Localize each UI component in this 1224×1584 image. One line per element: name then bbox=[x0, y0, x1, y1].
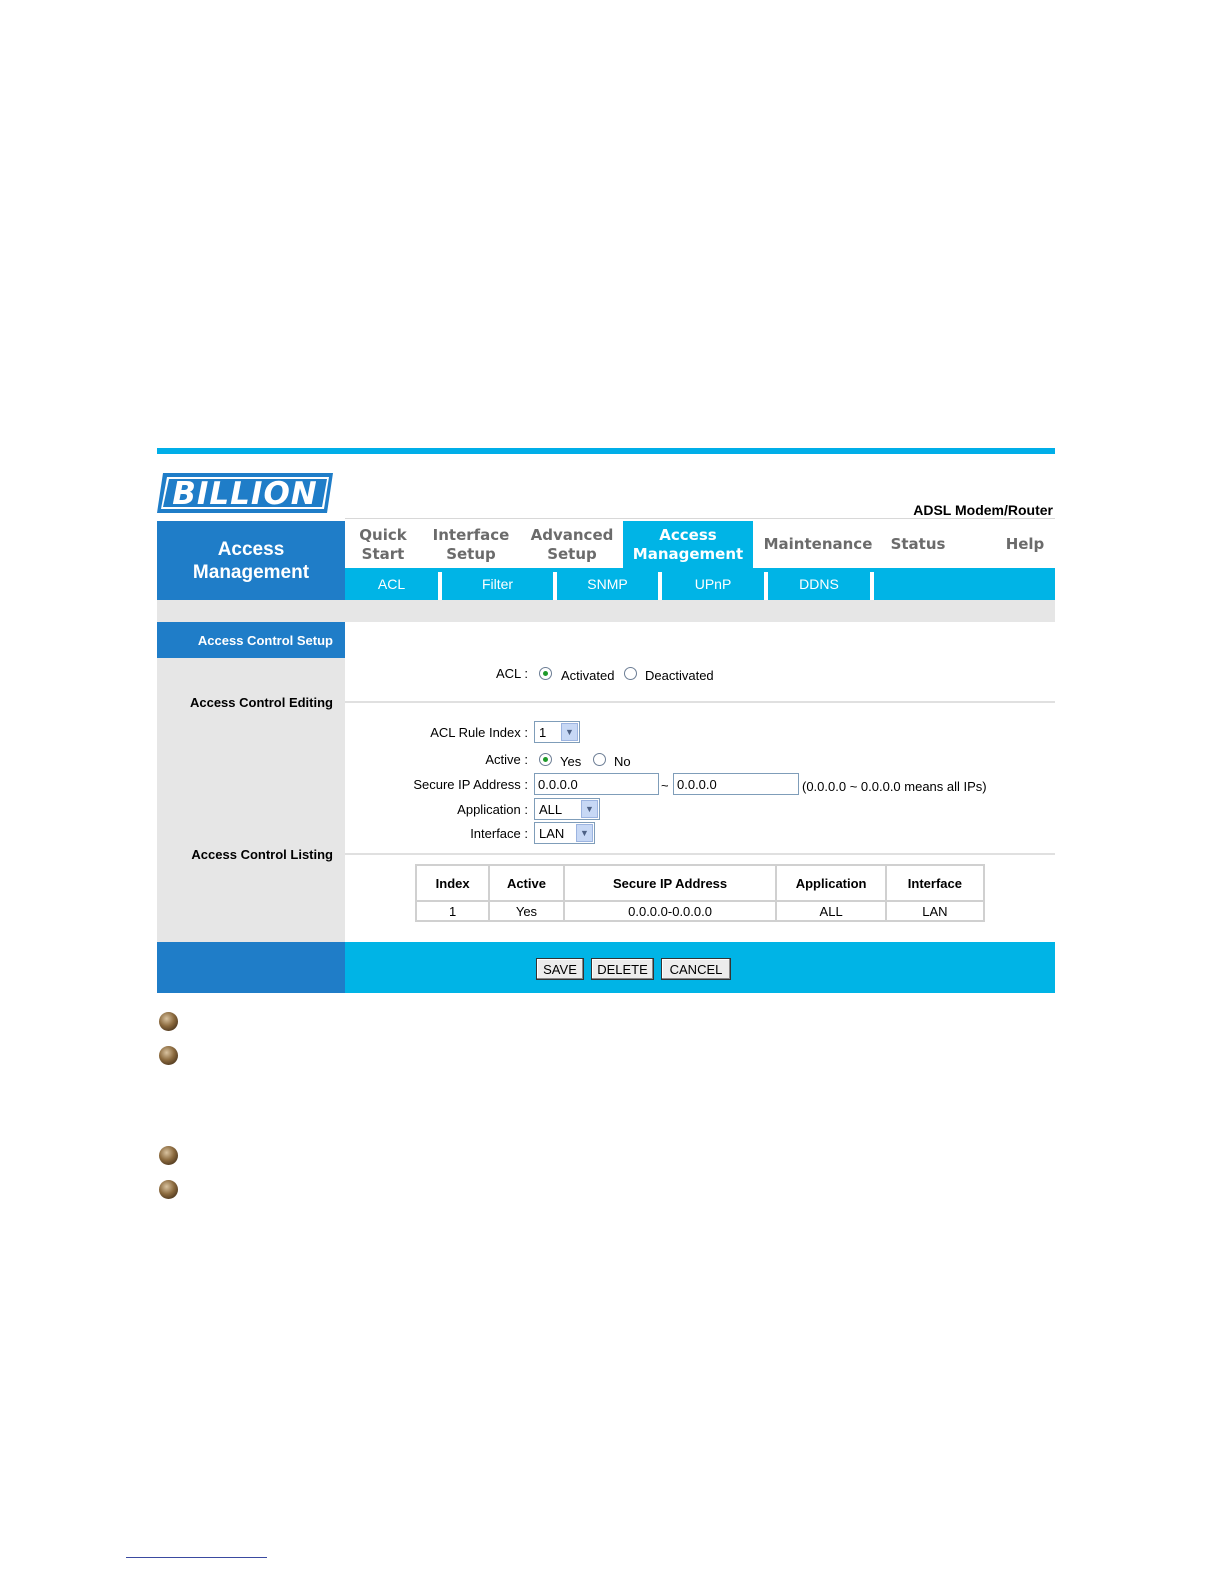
nav-label: Status bbox=[890, 535, 946, 553]
ip-range-tilde: ~ bbox=[661, 778, 669, 793]
nav-access-management[interactable] bbox=[623, 521, 753, 568]
nav-label: Access bbox=[659, 525, 717, 544]
select-value: 1 bbox=[539, 725, 547, 740]
nav-label: Interface bbox=[432, 525, 510, 544]
left-label-column bbox=[157, 622, 345, 942]
application-select[interactable] bbox=[534, 798, 600, 820]
footer-left bbox=[157, 942, 345, 993]
column-header: Interface bbox=[886, 865, 984, 901]
bullet-icon bbox=[159, 1046, 178, 1065]
column-header: Secure IP Address bbox=[564, 865, 777, 901]
cancel-button[interactable]: CANCEL bbox=[661, 958, 731, 980]
subnav-upnp[interactable]: UPnP bbox=[694, 576, 732, 592]
access-control-listing-label: Access Control Listing bbox=[191, 847, 333, 862]
nav-quick-start[interactable] bbox=[345, 521, 421, 568]
main-nav bbox=[345, 521, 1055, 568]
subnav-ddns[interactable]: DDNS bbox=[799, 576, 839, 592]
subnav-acl[interactable]: ACL bbox=[377, 576, 406, 592]
secure-ip-label: Secure IP Address : bbox=[413, 777, 528, 792]
acl-label: ACL : bbox=[495, 666, 528, 681]
subnav-filter[interactable]: Filter bbox=[481, 576, 514, 592]
table-cell: Yes bbox=[489, 901, 563, 921]
active-yes-radio[interactable] bbox=[539, 753, 552, 766]
nav-label: Advanced bbox=[530, 525, 614, 544]
footnote-rule bbox=[126, 1557, 267, 1558]
application-label: Application : bbox=[457, 802, 528, 817]
nav-label: Start bbox=[361, 544, 405, 563]
table-cell: 1 bbox=[416, 901, 489, 921]
section-title-line2: Management bbox=[192, 561, 310, 583]
acl-rule-index-label: ACL Rule Index : bbox=[430, 725, 528, 740]
nav-label: Setup bbox=[547, 544, 597, 563]
section-title-line1: Access bbox=[217, 538, 285, 560]
nav-label: Maintenance bbox=[763, 535, 873, 553]
nav-label: Setup bbox=[446, 544, 496, 563]
nav-label: Help bbox=[1005, 535, 1045, 553]
section-divider bbox=[345, 701, 1055, 703]
table-row bbox=[416, 901, 984, 921]
interface-select[interactable] bbox=[534, 822, 595, 844]
gray-band bbox=[157, 600, 1055, 622]
header-divider bbox=[345, 518, 1055, 519]
column-header: Application bbox=[776, 865, 885, 901]
select-value: LAN bbox=[539, 826, 565, 841]
select-value: ALL bbox=[539, 802, 563, 817]
router-config-panel bbox=[157, 448, 1055, 993]
bullet-icon bbox=[159, 1146, 178, 1165]
interface-label: Interface : bbox=[470, 826, 528, 841]
footer-actions bbox=[345, 942, 1055, 993]
table-header-row bbox=[416, 865, 984, 901]
acl-deactivated-label: Deactivated bbox=[645, 668, 714, 683]
active-no-radio[interactable] bbox=[593, 753, 606, 766]
active-yes-label: Yes bbox=[560, 754, 582, 769]
chevron-down-icon: ▼ bbox=[561, 723, 578, 741]
acl-deactivated-radio[interactable] bbox=[624, 667, 637, 680]
top-accent-line bbox=[157, 448, 1055, 454]
access-control-setup-label: Access Control Setup bbox=[157, 622, 345, 658]
bullet-icon bbox=[159, 1180, 178, 1199]
active-no-label: No bbox=[614, 754, 631, 769]
nav-maintenance[interactable] bbox=[753, 521, 883, 568]
logo-text: BILLION bbox=[172, 476, 318, 512]
table-cell: ALL bbox=[776, 901, 885, 921]
section-title-panel bbox=[157, 521, 345, 600]
table-cell: LAN bbox=[886, 901, 984, 921]
nav-help[interactable] bbox=[985, 521, 1065, 568]
column-header: Index bbox=[416, 865, 489, 901]
subnav-snmp[interactable]: SNMP bbox=[587, 576, 628, 592]
chevron-down-icon: ▼ bbox=[576, 824, 593, 842]
access-control-editing-label: Access Control Editing bbox=[189, 695, 333, 710]
save-button[interactable]: SAVE bbox=[536, 958, 584, 980]
billion-logo bbox=[157, 472, 333, 514]
section-divider bbox=[345, 853, 1055, 855]
nav-status[interactable] bbox=[883, 521, 953, 568]
acl-activated-radio[interactable] bbox=[539, 667, 552, 680]
secure-ip-hint: (0.0.0.0 ~ 0.0.0.0 means all IPs) bbox=[802, 779, 987, 794]
acl-activated-label: Activated bbox=[561, 668, 615, 683]
column-header: Active bbox=[489, 865, 563, 901]
nav-interface-setup[interactable] bbox=[421, 521, 521, 568]
table-cell: 0.0.0.0-0.0.0.0 bbox=[564, 901, 777, 921]
bullet-icon bbox=[159, 1012, 178, 1031]
model-name: ADSL Modem/Router bbox=[913, 502, 1053, 518]
acl-rule-index-select[interactable] bbox=[534, 721, 580, 743]
secure-ip-to-input[interactable] bbox=[673, 773, 799, 795]
nav-label: Quick bbox=[359, 525, 407, 544]
nav-advanced-setup[interactable] bbox=[521, 521, 623, 568]
subnav-separator bbox=[870, 572, 874, 600]
chevron-down-icon: ▼ bbox=[581, 800, 598, 818]
delete-button[interactable]: DELETE bbox=[591, 958, 654, 980]
active-label: Active : bbox=[485, 752, 528, 767]
access-control-table bbox=[415, 864, 985, 922]
secure-ip-from-input[interactable] bbox=[534, 773, 659, 795]
sub-nav bbox=[345, 568, 1055, 600]
nav-label: Management bbox=[632, 544, 744, 563]
